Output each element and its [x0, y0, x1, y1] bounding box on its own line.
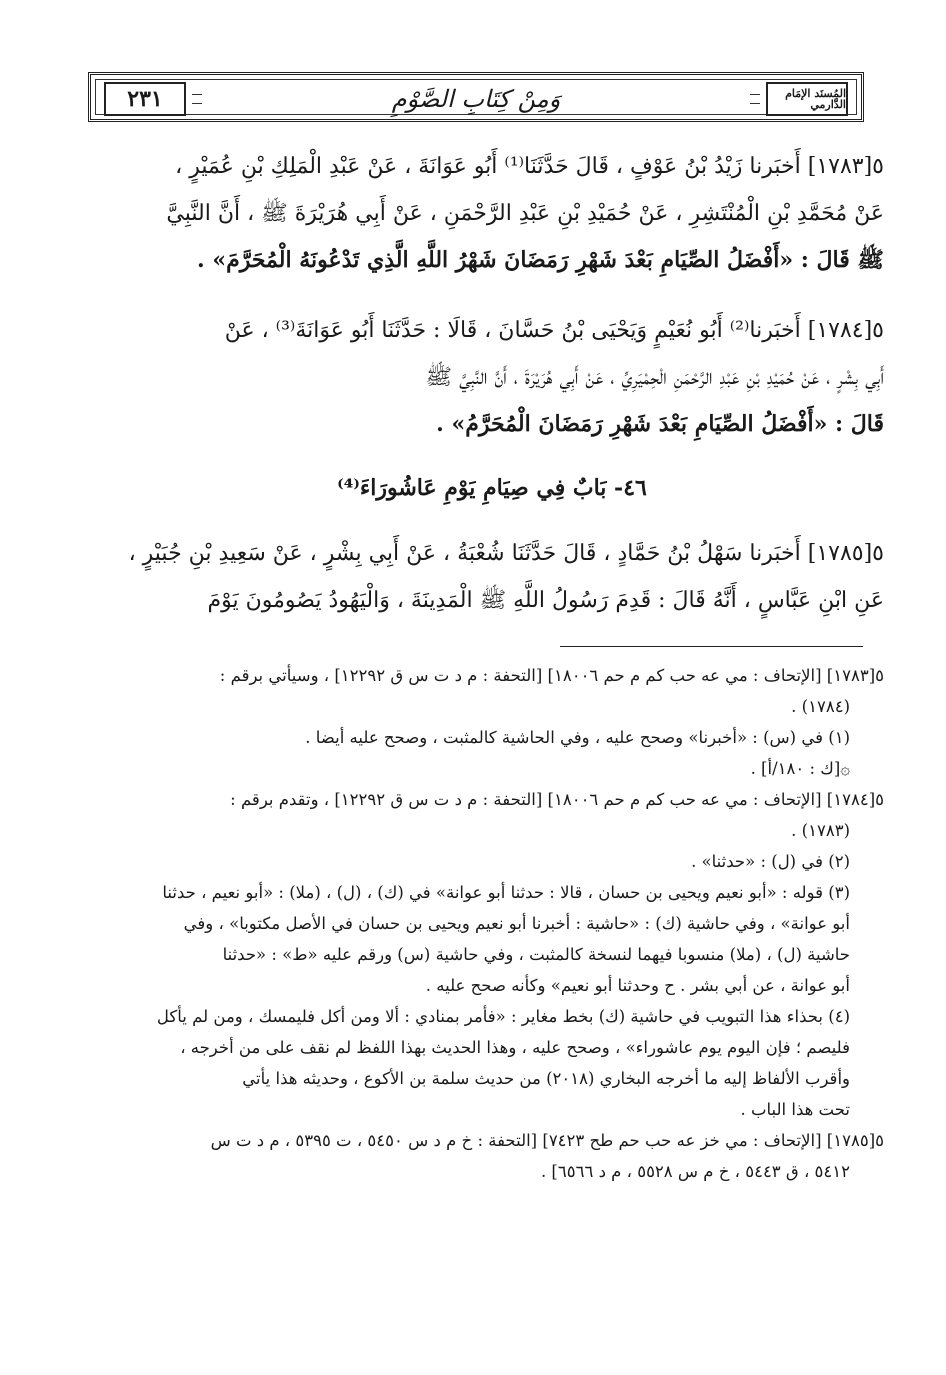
hadith-1784 — [100, 307, 884, 448]
hadith-line: عَنْ مُحَمَّدِ بْنِ الْمُنْتَشِرِ ، عَنْ حُمَيْدِ بْنِ عَبْدِ الرَّحْمَنِ ، عَنْ أَبِي هُرَيْرَةَ ﷺ ، أَنَّ النَّبِيَّ — [166, 201, 884, 226]
ornament-right — [750, 94, 760, 104]
footnote-line: (٤) بحذاء هذا التبويب في حاشية (ك) بخط مغاير : «فأمر بمنادي : ألا ومن أكل فليمسك ، ومن لم يأكل — [156, 1007, 850, 1026]
footnote-line: ٥[١٧٨٤] [الإتحاف : مي عه حب كم م حم ١٨٠٠٦] [التحفة : م د ت س ق ١٢٢٩٢] ، وتقدم برقم : — [230, 790, 884, 809]
footnote-line: أبو عوانة» ، وفي حاشية (ك) : «حاشية : أخبرنا أبو نعيم ويحيى بن حسان في الأصل مكتوبا» ، وفي — [183, 914, 850, 933]
footnote-separator — [560, 646, 863, 647]
seal-box — [766, 82, 848, 116]
footnote-line: (٢) في (ل) : «حدثنا» . — [691, 852, 850, 871]
hadith-1785 — [100, 530, 884, 624]
hadith-line: أَخبَرنا سَهْلُ بْنُ حَمَّادٍ ، قَالَ حَدَّثَنَا شُعْبَةُ ، عَنْ أَبِي بِشْرٍ ، عَنْ سَعِيدِ بْنِ جُبَيْرٍ ، — [128, 541, 801, 566]
hadith-line: قَالَ : «أَفْضَلُ الصِّيَامِ بَعْدَ شَهْرِ رَمَضَانَ الْمُحَرَّمُ» . — [436, 411, 884, 437]
footnote-line: فليصم ؛ فإن اليوم يوم عاشوراء» ، وصحح عليه ، وهذا الحديث بهذا اللفظ لم نقف على من أخرجه ، — [180, 1038, 850, 1057]
footnote-line: (٣) قوله : «أبو نعيم ويحيى بن حسان ، قالا : حدثنا أبو عوانة» في (ك) ، (ل) ، (ملا) : «أبو نعيم ، حدثنا — [162, 883, 850, 902]
hadith-1783 — [100, 143, 884, 284]
footnote-line: ٥[١٧٨٣] [الإتحاف : مي عه حب كم م حم ١٨٠٠٦] [التحفة : م د ت س ق ١٢٢٩٢] ، وسيأتي برقم : — [219, 666, 884, 685]
footnote-line: (١) في (س) : «أخبرنا» وصحح عليه ، وفي الحاشية كالمثبت ، وصحح عليه أيضا . — [305, 728, 850, 747]
book-seal: المُسنَد الإمَام الدَّارمي — [785, 87, 846, 111]
footnote-line: وأقرب الألفاظ إليه ما أخرجه البخاري (٢٠١٨) من حديث سلمة بن الأكوع ، وحديثه هذا يأتي — [242, 1069, 850, 1088]
book-title: وَمِنْ كِتَابِ الصَّوْمِ — [391, 85, 561, 113]
footnote-line: ۞[ك : ١٨٠/أ] . — [750, 759, 850, 778]
hadith-ref: ٥[١٧٨٥] — [807, 541, 884, 566]
footnote-line: (١٧٨٤) . — [791, 697, 850, 716]
header-frame — [95, 79, 857, 115]
footnote-line: أبو عوانة ، عن أبي بشر . ح وحدثنا أبو نعيم» وكأنه صحح عليه . — [425, 976, 850, 995]
hadith-line: عَنِ ابْنِ عَبَّاسٍ ، أَنَّهُ قَالَ : قَدِمَ رَسُولُ اللَّهِ ﷺ الْمَدِينَةَ ، وَالْيَهُودُ يَصُومُونَ يَوْمَ — [207, 588, 884, 613]
footnote-line: ٥[١٧٨٥] [الإتحاف : مي خز عه حب حم طح ٧٤٢٣] [التحفة : خ م د س ٥٤٥٠ ، ت ٥٣٩٥ ، م د ت س — [210, 1131, 884, 1150]
page-header — [88, 72, 864, 122]
footnote-line: (١٧٨٣) . — [791, 821, 850, 840]
page-number: ٢٣١ — [127, 86, 163, 112]
hadith-ref: ٥[١٧٨٤] — [807, 318, 884, 343]
hadith-line: ﷺ قَالَ : «أَفْضَلُ الصِّيَامِ بَعْدَ شَهْرِ رَمَضَانَ شَهْرُ اللَّهِ الَّذِي تَدْعُونَهُ الْمُحَرَّمَ» . — [197, 247, 884, 273]
footnotes — [100, 660, 884, 1187]
ornament-left — [192, 94, 202, 104]
footnote-line: حاشية (ل) ، (ملا) منسوبا فيهما لنسخة كالمثبت ، وفي حاشية (س) ورقم عليه «ط» : «حدثنا — [222, 945, 850, 964]
footnote-line: ٥٤١٢ ، ق ٥٤٤٣ ، خ م س ٥٥٢٨ ، م د ٦٥٦٦] . — [540, 1162, 850, 1181]
hadith-line: أَبِي بِشْرٍ ، عَنْ حُمَيْدِ بْنِ عَبْدِ الرَّحْمَنِ الْحِمْيَرِيِّ ، عَنْ أَبِي هُرَيْرَةَ ، أَنَّ النَّبِيَّ ﷺ — [425, 365, 884, 390]
chapter-heading: ٤٦- بَابٌ فِي صِيَامِ يَوْمِ عَاشُورَاءَ⁽⁴⁾ — [337, 475, 647, 501]
hadith-line: أَخبَرنا زَيْدُ بْنُ عَوْفٍ ، قَالَ حَدَّثَنَا⁽¹⁾ أَبُو عَوَانَةَ ، عَنْ عَبْدِ الْمَلِكِ بْنِ عُمَيْرٍ ، — [175, 154, 801, 179]
page-number-box — [104, 82, 186, 116]
footnote-line: تحت هذا الباب . — [740, 1100, 850, 1119]
hadith-ref: ٥[١٧٨٣] — [807, 154, 884, 179]
hadith-line: أَخبَرنا⁽²⁾ أَبُو نُعَيْمٍ وَيَحْيَى بْنُ حَسَّانَ ، قَالَا : حَدَّثَنَا أَبُو عَوَانَةَ⁽³⁾ ، عَنْ — [224, 318, 801, 343]
